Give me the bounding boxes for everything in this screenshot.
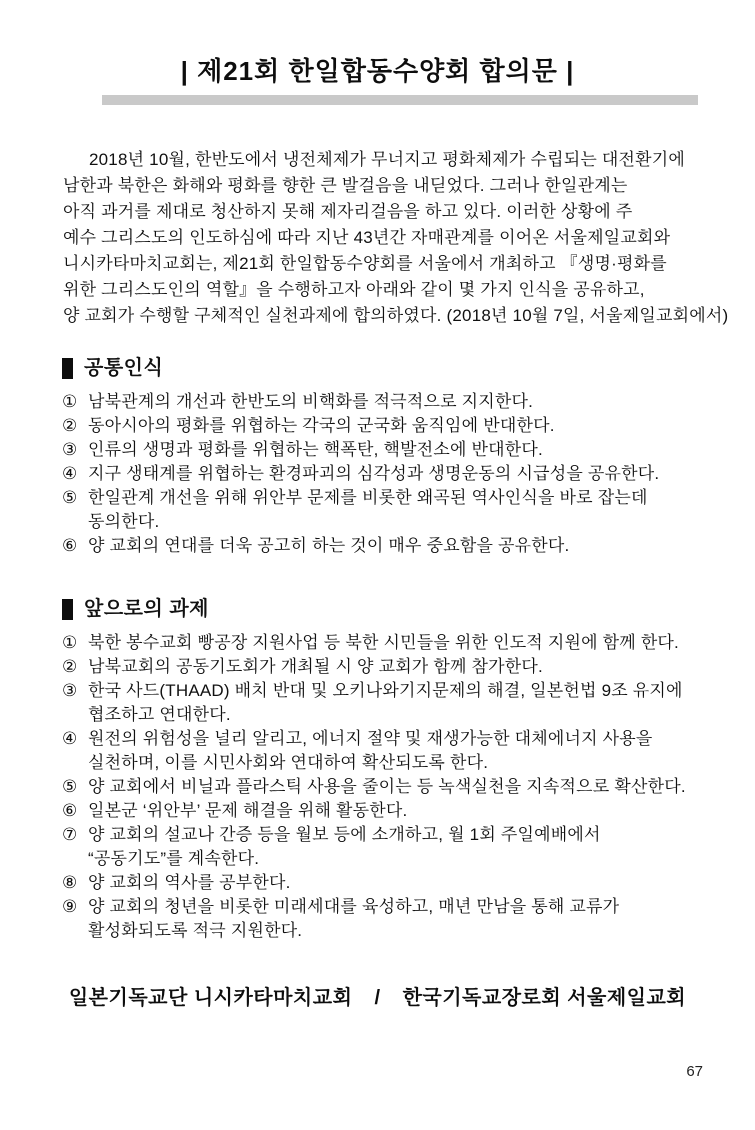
page-title: | 제21회 한일합동수양회 합의문 | (180, 56, 575, 86)
item-line: 실천하며, 이를 시민사회와 연대하여 확산되도록 한다. (88, 753, 489, 772)
item-list (62, 390, 707, 558)
list-item (62, 823, 707, 871)
item-marker: ① (62, 392, 78, 411)
item-line: 양 교회의 연대를 더욱 공고히 하는 것이 매우 중요함을 공유한다. (88, 536, 570, 555)
item-line: 한일관계 개선을 위해 위안부 문제를 비롯한 왜곡된 역사인식을 바로 잡는데 (88, 488, 648, 507)
title-underline-bar (102, 95, 698, 105)
intro-line: 니시카타마치교회는, 제21회 한일합동수양회를 서울에서 개최하고 『생명·평화를 (63, 254, 667, 273)
item-line: 인류의 생명과 평화를 위협하는 핵폭탄, 핵발전소에 반대한다. (88, 440, 543, 459)
list-item (62, 462, 707, 486)
intro-line: 양 교회가 수행할 구체적인 실천과제에 합의하였다. (2018년 10월 7일, 서울제일교회에서) (63, 306, 729, 325)
item-line: “공동기도”를 계속한다. (88, 849, 260, 868)
intro-line: 예수 그리스도의 인도하심에 따라 지난 43년간 자매관계를 이어온 서울제일교회와 (63, 228, 671, 247)
item-line: 양 교회의 설교나 간증 등을 월보 등에 소개하고, 월 1회 주일예배에서 (88, 825, 601, 844)
list-item (62, 438, 707, 462)
item-line: 협조하고 연대한다. (88, 705, 231, 724)
footer-left-org: 일본기독교단 니시카타마치교회 (68, 987, 353, 1009)
item-marker: ⑧ (62, 873, 78, 892)
item-line: 원전의 위험성을 널리 알리고, 에너지 절약 및 재생가능한 대체에너지 사용을 (88, 729, 653, 748)
intro-line: 남한과 북한은 화해와 평화를 향한 큰 발걸음을 내딛었다. 그러나 한일관계는 (63, 176, 628, 195)
item-marker: ① (62, 633, 78, 652)
item-list (62, 631, 707, 943)
list-item (62, 775, 707, 799)
item-line: 북한 봉수교회 빵공장 지원사업 등 북한 시민들을 위한 인도적 지원에 함께 한다. (88, 633, 679, 652)
list-item (62, 727, 707, 775)
document-page (0, 55, 755, 1130)
section-heading-label: 공통인식 (84, 357, 164, 379)
intro-line: 아직 과거를 제대로 청산하지 못해 제자리걸음을 하고 있다. 이러한 상황에 주 (63, 202, 633, 221)
item-line: 양 교회의 역사를 공부한다. (88, 873, 291, 892)
item-marker: ⑤ (62, 777, 78, 796)
item-line: 일본군 ‘위안부’ 문제 해결을 위해 활동한다. (88, 801, 408, 820)
list-item (62, 871, 707, 895)
page-number: 67 (686, 1063, 703, 1080)
item-marker: ⑨ (62, 897, 78, 916)
section-marker-icon (62, 599, 73, 620)
intro-paragraph (63, 147, 729, 329)
list-item (62, 679, 707, 727)
item-marker: ⑦ (62, 825, 78, 844)
item-marker: ④ (62, 464, 78, 483)
footer-separator: / (374, 987, 381, 1009)
section-marker-icon (62, 358, 73, 379)
item-line: 양 교회에서 비닐과 플라스틱 사용을 줄이는 등 녹색실천을 지속적으로 확산한다. (88, 777, 686, 796)
item-line: 남북관계의 개선과 한반도의 비핵화를 적극적으로 지지한다. (88, 392, 534, 411)
item-marker: ② (62, 416, 78, 435)
section-common-understanding (62, 355, 707, 558)
list-item (62, 534, 707, 558)
list-item (62, 895, 707, 943)
list-item (62, 799, 707, 823)
section-heading (62, 355, 707, 381)
item-line: 동아시아의 평화를 위협하는 각국의 군국화 움직임에 반대한다. (88, 416, 555, 435)
section-future-tasks (62, 596, 707, 943)
item-line: 양 교회의 청년을 비롯한 미래세대를 육성하고, 매년 만남을 통해 교류가 (88, 897, 620, 916)
item-marker: ③ (62, 440, 78, 459)
list-item (62, 414, 707, 438)
intro-line: 위한 그리스도인의 역할』을 수행하고자 아래와 같이 몇 가지 인식을 공유하고, (63, 280, 645, 299)
intro-line: 2018년 10월, 한반도에서 냉전체제가 무너지고 평화체제가 수립되는 대전환기에 (89, 150, 685, 169)
list-item (62, 390, 707, 414)
signatory-footer (0, 981, 755, 1010)
section-heading (62, 596, 707, 622)
section-heading-label: 앞으로의 과제 (84, 598, 209, 620)
list-item (62, 655, 707, 679)
item-line: 활성화되도록 적극 지원한다. (88, 921, 303, 940)
item-line: 동의한다. (88, 512, 160, 531)
item-marker: ⑥ (62, 801, 78, 820)
item-line: 남북교회의 공동기도회가 개최될 시 양 교회가 함께 참가한다. (88, 657, 543, 676)
list-item (62, 486, 707, 534)
item-marker: ② (62, 657, 78, 676)
item-marker: ④ (62, 729, 78, 748)
item-line: 한국 사드(THAAD) 배치 반대 및 오키나와기지문제의 해결, 일본헌법 9조 유지에 (88, 681, 683, 700)
item-marker: ⑥ (62, 536, 78, 555)
item-marker: ⑤ (62, 488, 78, 507)
item-marker: ③ (62, 681, 78, 700)
list-item (62, 631, 707, 655)
item-line: 지구 생태계를 위협하는 환경파괴의 심각성과 생명운동의 시급성을 공유한다. (88, 464, 660, 483)
footer-right-org: 한국기독교장로회 서울제일교회 (402, 987, 687, 1009)
